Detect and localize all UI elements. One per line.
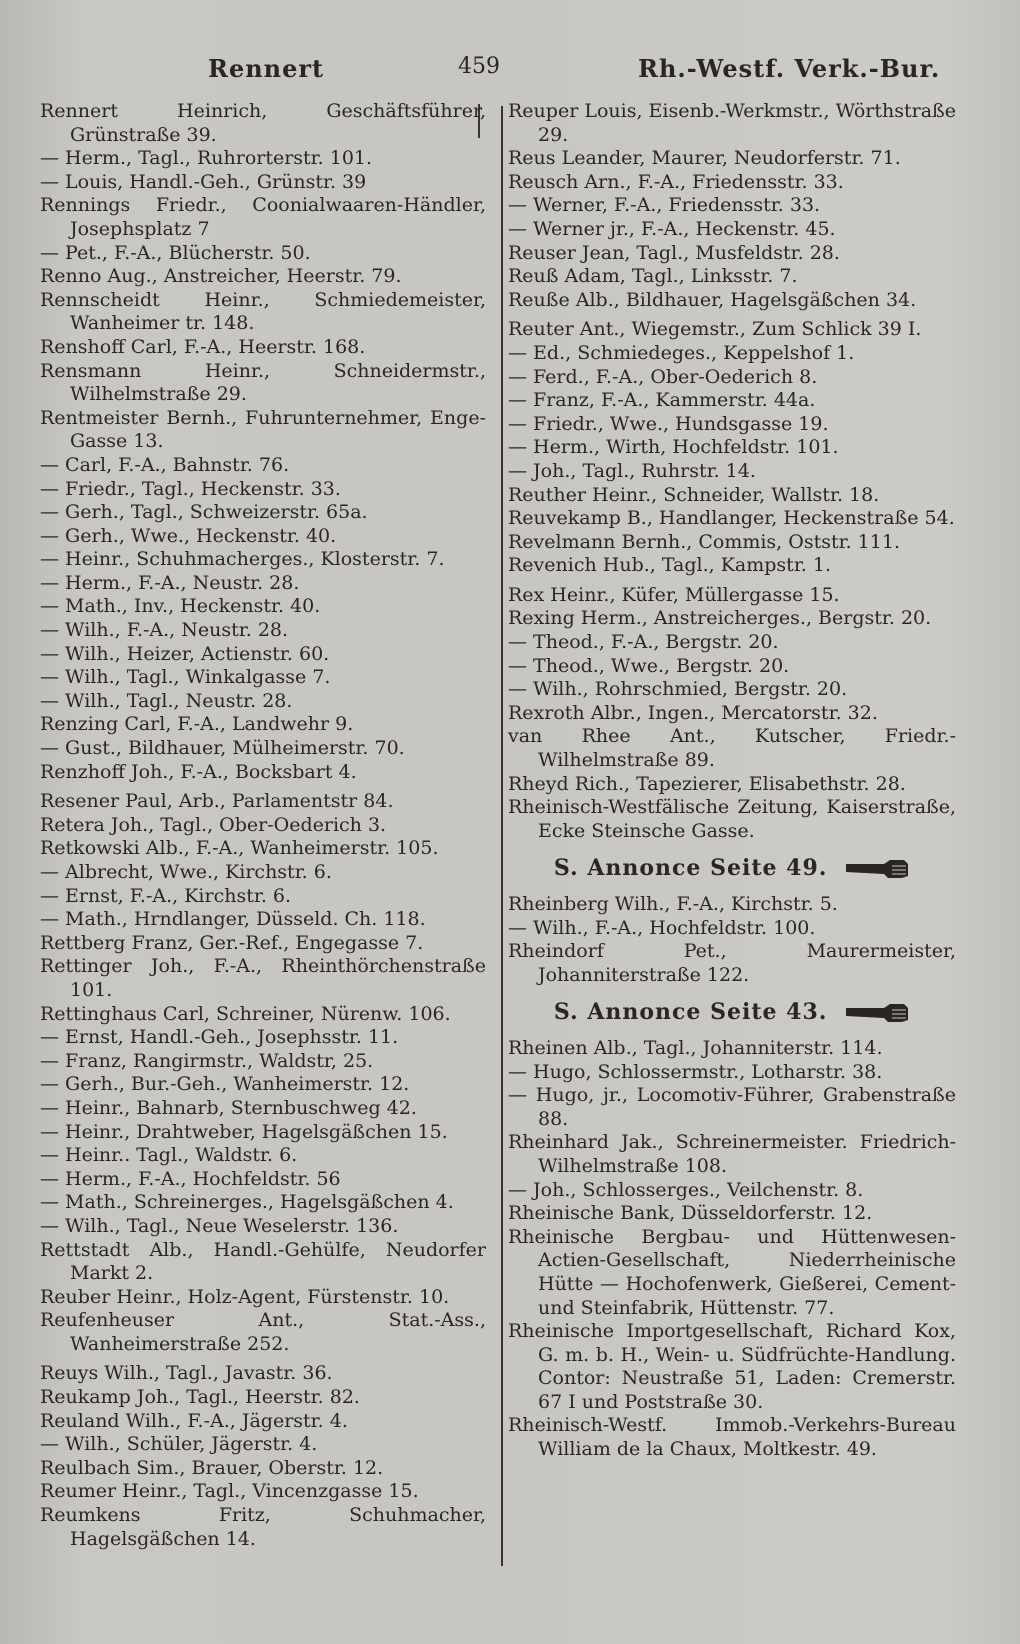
directory-entry: Reuland Wilh., F.-A., Jägerstr. 4. [40,1409,348,1432]
directory-entry: Rheinische Importgesellschaft, Richard Kox, G. m. b. H., Wein- u. Südfrüchte-Handlung. Contor: Neustraße 51, Laden: Cremerstr. 67 I und Poststraße 30. [508,1320,956,1413]
directory-entry: Reukamp Joh., Tagl., Heerstr. 82. [40,1386,360,1409]
annonce-text-1: S. Annonce Seite 49. [553,855,828,882]
directory-entry: Rheinische Bank, Düsseldorferstr. 12. [508,1202,873,1225]
directory-entry: Rennings Friedr., Coonialwaaren-Händler, Josephsplatz 7 [40,194,486,240]
directory-entry: Reuße Alb., Bildhauer, Hagelsgäßchen 34. [508,288,917,311]
directory-entry: — Wilh., Rohrschmied, Bergstr. 20. [508,678,848,701]
entries-group-b [508,893,956,987]
directory-entry: Rheyd Rich., Tapezierer, Elisabethstr. 28. [508,772,906,795]
directory-entry: Resener Paul, Arb., Parlamentstr 84. [40,790,394,813]
directory-entry: — Gust., Bildhauer, Mülheimerstr. 70. [40,737,405,760]
directory-entry: — Ed., Schmiedeges., Keppelshof 1. [508,341,855,364]
directory-entry: Rheindorf Pet., Maurermeister, Johanniterstraße 122. [508,940,956,986]
directory-entry: — Friedr., Wwe., Hundsgasse 19. [508,412,829,435]
directory-entry: Revenich Hub., Tagl., Kampstr. 1. [508,554,832,577]
directory-entry: Renno Aug., Anstreicher, Heerstr. 79. [40,265,402,288]
directory-entry: — Gerh., Bur.-Geh., Wanheimerstr. 12. [40,1073,410,1096]
directory-entry: — Theod., F.-A., Bergstr. 20. [508,631,779,654]
directory-entry: — Herm., Tagl., Ruhrorterstr. 101. [40,147,373,170]
directory-entry: — Heinr., Drahtweber, Hagelsgäßchen 15. [40,1120,448,1143]
directory-entry: — Albrecht, Wwe., Kirchstr. 6. [40,861,332,883]
directory-entry: — Louis, Handl.-Geh., Grünstr. 39 [40,170,367,193]
directory-entry: — Heinr., Schuhmacherges., Klosterstr. 7. [40,548,445,571]
directory-entry: — Joh., Tagl., Ruhrstr. 14. [508,459,756,482]
directory-entry: Rexroth Albr., Ingen., Mercatorstr. 32. [508,701,878,724]
directory-entry: — Heinr.. Tagl., Waldstr. 6. [40,1144,298,1167]
directory-entry: Rettinger Joh., F.-A., Rheinthörchenstraße 101. [40,955,486,1001]
pointing-hand-icon [844,858,910,880]
entries-group-c [508,1037,956,1462]
directory-entry: Rensmann Heinr., Schneidermstr., Wilhelmstraße 29. [40,359,486,406]
annonce-notice-2 [508,1001,956,1025]
directory-entry: — Wilh., F.-A., Neustr. 28. [40,619,289,642]
directory-entry: Reuther Heinr., Schneider, Wallstr. 18. [508,483,880,506]
right-column [508,100,956,1462]
directory-entry: van Rhee Ant., Kutscher, Friedr.-Wilhelmstraße 89. [508,725,956,772]
directory-entry: Retera Joh., Tagl., Ober-Oederich 3. [40,813,387,836]
page-number: 459 [458,54,500,79]
directory-entry: — Joh., Schlosserges., Veilchenstr. 8. [508,1178,864,1201]
annonce-notice-1 [508,857,956,881]
directory-entry: Rentmeister Bernh., Fuhrunternehmer, Enge-Gasse 13. [40,406,486,453]
directory-entry: — Franz, F.-A., Kammerstr. 44a. [508,389,816,412]
directory-entry: — Werner, F.-A., Friedensstr. 33. [508,194,821,217]
directory-entry: — Math., Inv., Heckenstr. 40. [40,595,321,618]
directory-entry: Reuser Jean, Tagl., Musfeldstr. 28. [508,241,840,264]
directory-entry: Retkowski Alb., F.-A., Wanheimerstr. 105. [40,837,439,860]
directory-entry: Reumer Heinr., Tagl., Vincenzgasse 15. [40,1480,419,1503]
directory-entry: Rettberg Franz, Ger.-Ref., Engegasse 7. [40,931,424,954]
directory-entry: — Wilh., Heizer, Actienstr. 60. [40,642,330,665]
directory-entry: — Wilh., Tagl., Neustr. 28. [40,689,293,712]
directory-entry: — Herm., Wirth, Hochfeldstr. 101. [508,436,839,459]
directory-entry: Reuber Heinr., Holz-Agent, Fürstenstr. 10. [40,1285,450,1308]
directory-entry: Revelmann Bernh., Commis, Oststr. 111. [508,530,900,553]
directory-entry: — Herm., F.-A., Neustr. 28. [40,571,300,594]
pointing-hand-icon [844,1002,910,1024]
directory-entry: — Heinr., Bahnarb, Sternbuschweg 42. [40,1096,417,1119]
directory-entry: Rennscheidt Heinr., Schmiedemeister, Wanheimer tr. 148. [40,288,486,335]
left-column [40,100,486,1551]
directory-entry: — Hugo, Schlossermstr., Lotharstr. 38. [508,1060,883,1083]
directory-entry: — Friedr., Tagl., Heckenstr. 33. [40,477,341,500]
directory-entry: — Gerh., Tagl., Schweizerstr. 65a. [40,501,368,524]
running-head-left: Rennert [208,54,325,83]
directory-entry: Reuß Adam, Tagl., Linksstr. 7. [508,265,798,288]
running-head-right: Rh.-Westf. Verk.-Bur. [638,54,941,83]
directory-entry: Reulbach Sim., Brauer, Oberstr. 12. [40,1456,384,1479]
directory-entry: — Ernst, Handl.-Geh., Josephsstr. 11. [40,1026,399,1049]
directory-entry: Rheinberg Wilh., F.-A., Kirchstr. 5. [508,893,838,915]
directory-entry: — Gerh., Wwe., Heckenstr. 40. [40,524,337,547]
directory-entry: Rheinisch-Westfälische Zeitung, Kaiserstraße, Ecke Steinsche Gasse. [508,796,956,842]
directory-entry: Rennert Heinrich, Geschäftsführer, Grünstraße 39. [40,100,486,146]
directory-entry: Reuvekamp B., Handlanger, Heckenstraße 54. [508,507,955,530]
directory-entry: Reuter Ant., Wiegemstr., Zum Schlick 39 I. [508,318,922,341]
directory-entry: Reufenheuser Ant., Stat.-Ass., Wanheimerstraße 252. [40,1309,486,1355]
directory-entry: — Franz, Rangirmstr., Waldstr, 25. [40,1049,374,1072]
directory-entry: — Herm., F.-A., Hochfeldstr. 56 [40,1167,341,1190]
directory-entry: Renshoff Carl, F.-A., Heerstr. 168. [40,335,366,358]
directory-entry: Rettinghaus Carl, Schreiner, Nürenw. 106. [40,1002,451,1025]
directory-entry: — Math., Schreinerges., Hagelsgäßchen 4. [40,1191,454,1214]
annonce-text-2: S. Annonce Seite 43. [553,999,828,1026]
directory-entry: Rexing Herm., Anstreicherges., Bergstr. 20. [508,607,932,630]
directory-entry: Reus Leander, Maurer, Neudorferstr. 71. [508,147,901,170]
directory-entry: Renzhoff Joh., F.-A., Bocksbart 4. [40,760,357,783]
column-rule [501,106,503,1566]
directory-entry: — Carl, F.-A., Bahnstr. 76. [40,453,290,476]
directory-entry: — Math., Hrndlanger, Düsseld. Ch. 118. [40,908,426,931]
directory-entry: Reuys Wilh., Tagl., Javastr. 36. [40,1362,333,1385]
directory-entry: Rettstadt Alb., Handl.-Gehülfe, Neudorfer Markt 2. [40,1238,486,1285]
directory-entry: Renzing Carl, F.-A., Landwehr 9. [40,713,354,736]
directory-entry: Reuper Louis, Eisenb.-Werkmstr., Wörthstraße 29. [508,100,956,146]
directory-entry: — Ferd., F.-A., Ober-Oederich 8. [508,365,818,388]
directory-entry: — Wilh., Schüler, Jägerstr. 4. [40,1433,318,1456]
directory-entry: Rheinisch-Westf. Immob.-Verkehrs-Bureau William de la Chaux, Moltkestr. 49. [508,1414,956,1461]
directory-entry: Rheinen Alb., Tagl., Johanniterstr. 114. [508,1036,883,1059]
directory-entry: Reumkens Fritz, Schuhmacher, Hagelsgäßchen 14. [40,1504,486,1550]
directory-entry: Rheinische Bergbau- und Hüttenwesen-Actien-Gesellschaft, Niederrheinische Hütte — Hochofenwerk, Gießerei, Cement- und Steinfabrik, Hüttenstr. 77. [508,1225,956,1319]
directory-entry: — Wilh., Tagl., Neue Weselerstr. 136. [40,1214,399,1237]
entries-group-a [508,100,956,843]
directory-entry: — Wilh., Tagl., Winkalgasse 7. [40,666,331,689]
directory-entry: — Theod., Wwe., Bergstr. 20. [508,654,790,677]
directory-entry: — Wilh., F.-A., Hochfeldstr. 100. [508,916,816,939]
directory-entry: Rex Heinr., Küfer, Müllergasse 15. [508,583,840,606]
directory-entry: Rheinhard Jak., Schreinermeister. Friedrich-Wilhelmstraße 108. [508,1131,956,1177]
directory-entry: — Hugo, jr., Locomotiv-Führer, Grabenstraße 88. [508,1084,956,1130]
directory-entry: Reusch Arn., F.-A., Friedensstr. 33. [508,170,844,193]
page-header [0,48,1020,88]
directory-entry: — Ernst, F.-A., Kirchstr. 6. [40,884,292,907]
directory-entry: — Werner jr., F.-A., Heckenstr. 45. [508,217,836,240]
directory-entry: — Pet., F.-A., Blücherstr. 50. [40,241,311,264]
